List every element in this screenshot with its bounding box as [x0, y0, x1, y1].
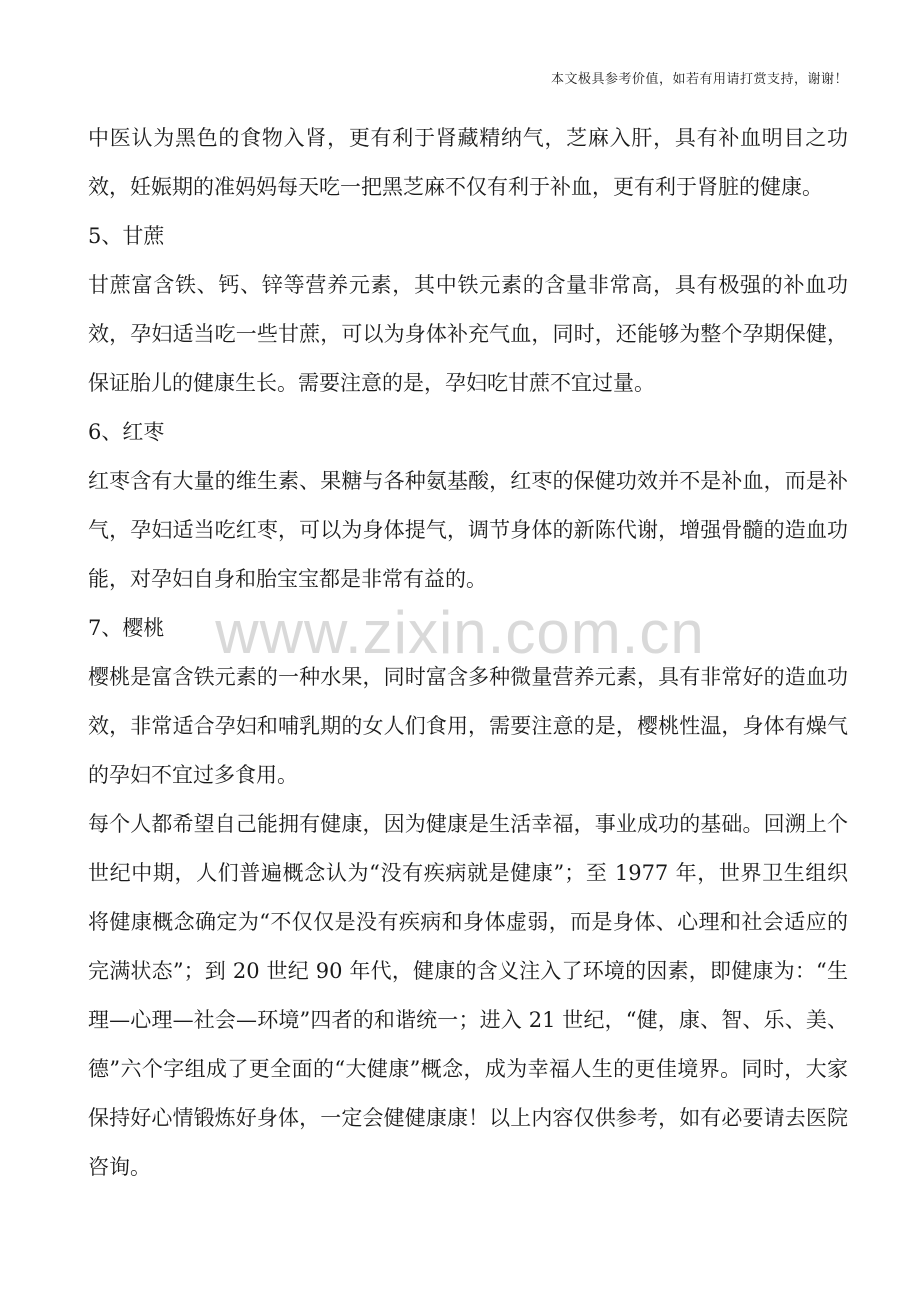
paragraph-red-dates: 红枣含有大量的维生素、果糖与各种氨基酸，红枣的保健功效并不是补血，而是补气，孕妇适当吃红枣，可以为身体提气，调节身体的新陈代谢，增强骨髓的造血功能，对孕妇自身和胎宝宝都是非常有益的。	[88, 469, 848, 591]
watermark: www.zixin.com.cn	[215, 599, 705, 666]
paragraph-sugarcane: 甘蔗富含铁、钙、锌等营养元素，其中铁元素的含量非常高，具有极强的补血功效，孕妇适当吃一些甘蔗，可以为身体补充气血，同时，还能够为整个孕期保健，保证胎儿的健康生长。需要注意的是，孕妇吃甘蔗不宜过量。	[88, 273, 848, 395]
document-body	[88, 114, 848, 1192]
paragraph-sesame: 中医认为黑色的食物入肾，更有利于肾藏精纳气，芝麻入肝，具有补血明目之功效，妊娠期的准妈妈每天吃一把黑芝麻不仅有利于补血，更有利于肾脏的健康。	[88, 126, 848, 199]
heading-cherry: 7、樱桃	[88, 616, 165, 640]
heading-red-dates: 6、红枣	[88, 420, 165, 444]
header-note: 本文极具参考价值，如若有用请打赏支持，谢谢！	[550, 72, 848, 87]
paragraph-health-concept: 每个人都希望自己能拥有健康，因为健康是生活幸福，事业成功的基础。回溯上个世纪中期，人们普遍概念认为“没有疾病就是健康”；至 1977 年，世界卫生组织将健康概念确定为“不仅仅是没有疾病和身体虚弱，而是身体、心理和社会适应的完满状态”；到 20 世纪 90 年代，健康的含义注入了环境的因素，即健康为：“生理—心理—社会—环境”四者的和谐统一；进入 21 世纪，“健，康、智、乐、美、德”六个字组成了更全面的“大健康”概念，成为幸福人生的更佳境界。同时，大家保持好心情锻炼好身体，一定会健健康康！以上内容仅供参考，如有必要请去医院咨询。	[88, 812, 848, 1179]
paragraph-cherry: 樱桃是富含铁元素的一种水果，同时富含多种微量营养元素，具有非常好的造血功效，非常适合孕妇和哺乳期的女人们食用，需要注意的是，樱桃性温，身体有燥气的孕妇不宜过多食用。	[88, 665, 848, 787]
heading-sugarcane: 5、甘蔗	[88, 224, 165, 248]
